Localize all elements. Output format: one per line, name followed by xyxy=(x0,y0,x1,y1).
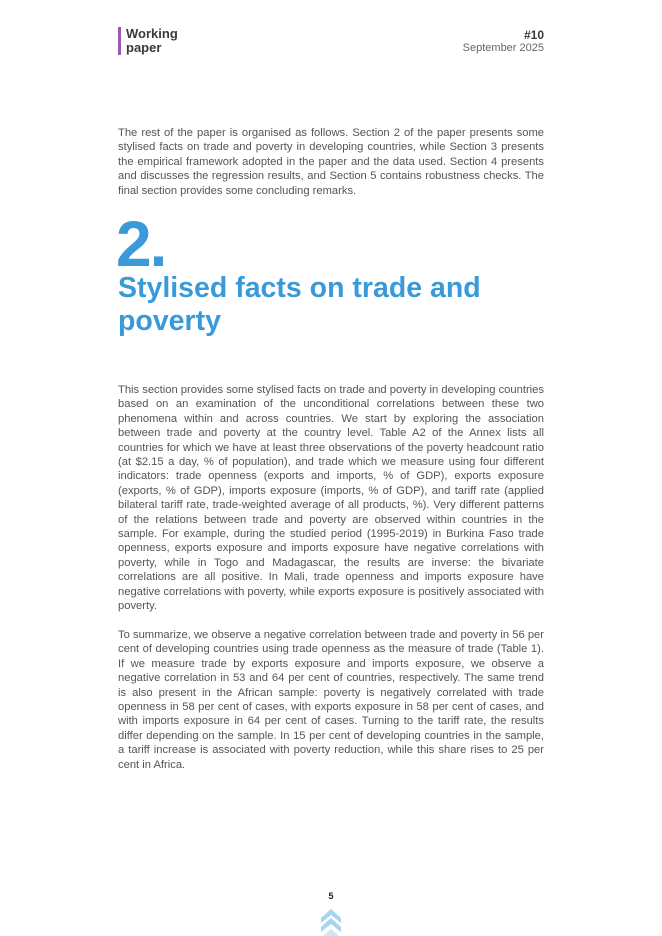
section-number: 2. xyxy=(116,208,166,280)
intro-paragraph: The rest of the paper is organised as follows. Section 2 of the paper presents some stylised facts on trade and poverty in developing countries, while Section 3 presents the empirical framework adopted in the paper and the data used. Section 4 presents and discusses the regression results, and Section 5 contains robustness checks. The final section provides some concluding remarks. xyxy=(118,127,544,197)
paper-number: #10 xyxy=(523,28,544,42)
chevron-logo-icon xyxy=(320,908,342,936)
page-number: 5 xyxy=(328,891,334,901)
working-paper-label-line2: paper xyxy=(126,40,162,55)
working-paper-label-line1: Working xyxy=(126,26,178,41)
section-title: Stylised facts on trade and poverty xyxy=(118,272,481,337)
paper-date: September 2025 xyxy=(462,42,544,54)
section-paragraph-1: This section provides some stylised facts on trade and poverty in developing countries based on an examination of the unconditional correlations between these two phenomena within and across countries. We start by exploring the association between trade and poverty at the country level. Table A2 of the Annex lists all countries for which we have at least three observations of the poverty headcount ratio (at $2.15 a day, % of population), and trade which we measure using four different indicators: trade openness (exports and imports, % of GDP), exports exposure (exports, % of GDP), imports exposure (imports, % of GDP), and tariff rate (applied bilateral tariff rate, trade-weighted average of all products, %). Very different patterns of the relations between trade and poverty are observed within countries in the sample. For example, during the studied period (1995-2019) in Burkina Faso trade openness, exports exposure and imports exposure have negative correlations with poverty, while in Togo and Madagascar, the results are inverse: the bivariate correlations are all positive. In Mali, trade openness and imports exposure have negative correlations with poverty, while exports exposure is positively associated with poverty. xyxy=(118,384,544,613)
paper-meta xyxy=(463,29,544,55)
working-paper-label xyxy=(118,27,178,55)
section-paragraph-2: To summarize, we observe a negative correlation between trade and poverty in 56 per cent of developing countries using trade openness as the measure of trade (Table 1). If we measure trade by exports exposure and imports exposure, we observe a negative correlation in 53 and 64 per cent of countries, respectively. The same trend is also present in the African sample: poverty is negatively correlated with trade openness in 58 per cent of cases, with exports exposure in 58 per cent of cases, and with imports exposure in 64 per cent of cases. Turning to the tariff rate, the results differ depending on the sample. In 15 per cent of developing countries in the sample, a tariff increase is associated with poverty reduction, while this share rises to 25 per cent in Africa. xyxy=(118,629,544,771)
